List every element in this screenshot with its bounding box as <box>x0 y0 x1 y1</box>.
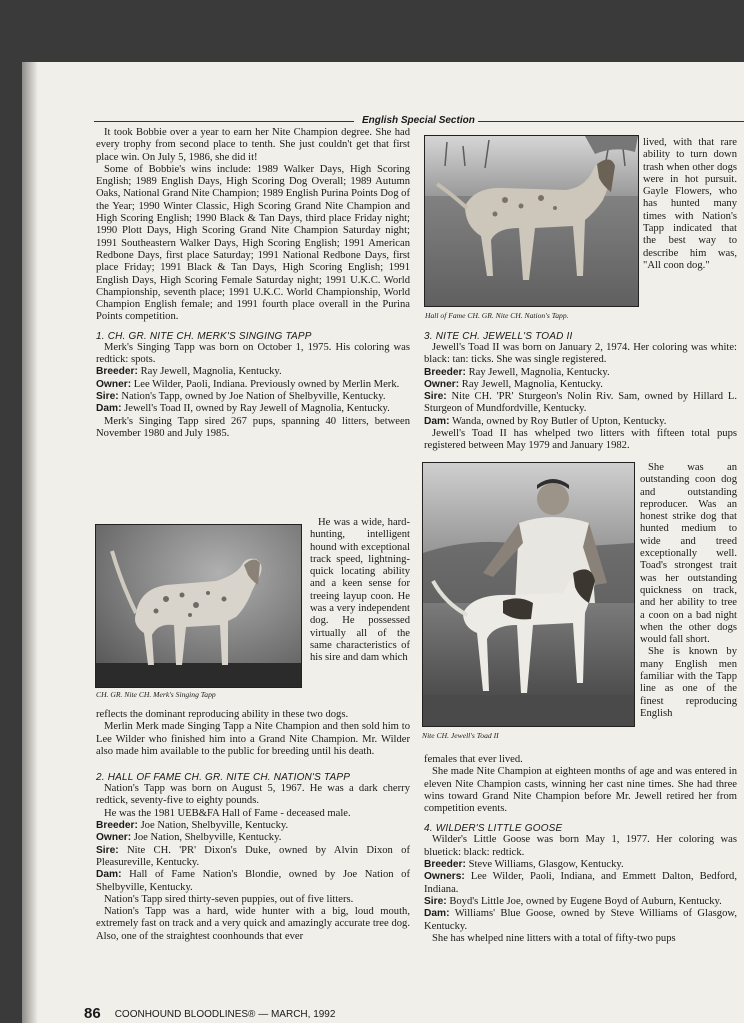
dog1-sire: Sire: Nation's Tapp, owned by Joe Nation of Shelbyville, Kentucky. <box>96 390 386 402</box>
dog4-heading: 4. WILDER'S LITTLE GOOSE <box>424 823 563 835</box>
dog2-breeder: Breeder: Joe Nation, Shelbyville, Kentucky. <box>96 820 289 832</box>
dog2-hall-of-fame: He was the 1981 UEB&FA Hall of Fame - deceased male. <box>104 807 351 819</box>
dog4-sire: Sire: Boyd's Little Joe, owned by Eugene Boyd of Auburn, Kentucky. <box>424 895 722 907</box>
dog2-heading: 2. HALL OF FAME CH. GR. NITE CH. NATION'S TAPP <box>96 772 351 784</box>
dog2-owner: Owner: Joe Nation, Shelbyville, Kentucky. <box>96 832 282 844</box>
dog3-dam: Dam: Wanda, owned by Roy Butler of Upton, Kentucky. <box>424 415 667 427</box>
header-rule-right <box>478 121 744 122</box>
dog4-birth: Wilder's Little Goose was born May 1, 1977. Her coloring was bluetick: black: redtick. <box>424 834 737 858</box>
dog1-breeder: Breeder: Ray Jewell, Magnolia, Kentucky. <box>96 366 282 378</box>
dog4-breeder: Breeder: Steve Williams, Glasgow, Kentucky. <box>424 859 624 871</box>
dog2-side-text: lived, with that rare ability to turn down trash when other dogs were in hot pursuit. Gayle Flowers, who has hunted many times with Nation's Tapp indicated that the best way to describe him was, "All coon dog." <box>643 137 737 271</box>
dog3-sire: Sire: Nite CH. 'PR' Sturgeon's Nolin Riv. Sam, owned by Hillard L. Sturgeon of Mundfordville, Kentucky. <box>424 391 737 415</box>
dog1-side-text: He was a wide, hard-hunting, intelligent hound with exceptional track speed, lightning-quick locating ability and a keen sense for treeing layup coon. He was a very independent dog. He possessed virtually all of the same characteristics of his sire and dam which <box>310 517 410 664</box>
photo-jewells-toad-ii <box>422 462 635 727</box>
page-footer <box>84 1005 335 1022</box>
intro-paragraph-1: It took Bobbie over a year to earn her Nite Champion degree. She had every trophy from second place to tenth. She just couldn't get that first place win. On July 5, 1986, she did it! <box>96 127 410 163</box>
dog3-side-text: She was an outstanding coon dog and outstanding reproducer. Was an honest strike dog that hunted medium to wide and treed exceptionally well. Toad's strongest trait was her outstanding quickness on track, and her ability to tree a coon on a bad night when the other dogs would fall short. She is known by many English men familiar with the Tapp line as one of the finest reproducing English <box>640 462 737 719</box>
dog3-breeder: Breeder: Ray Jewell, Magnolia, Kentucky. <box>424 366 610 378</box>
dog1-continuation: reflects the dominant reproducing ability in these two dogs. <box>96 709 349 720</box>
left-column <box>96 127 410 440</box>
dog2-sire: Sire: Nite CH. 'PR' Dixon's Duke, owned by Alvin Dixon of Pleasureville, Kentucky. <box>96 844 410 868</box>
dog1-heading: 1. CH. GR. NITE CH. MERK'S SINGING TAPP <box>96 330 312 342</box>
dog1-owner: Owner: Lee Wilder, Paoli, Indiana. Previously owned by Merlin Merk. <box>96 378 400 390</box>
dam-label: Dam: <box>96 403 122 415</box>
caption-jewells-toad-ii: Nite CH. Jewell's Toad II <box>422 731 499 740</box>
publication-line: COONHOUND BLOODLINES® — MARCH, 1992 <box>114 1009 336 1020</box>
section-title: English Special Section <box>362 115 475 126</box>
dog4-owner: Owners: Lee Wilder, Paoli, Indiana, and Emmett Dalton, Bedford, Indiana. <box>424 871 737 895</box>
breeder-label: Breeder: <box>96 366 138 378</box>
sire-label: Sire: <box>96 390 119 402</box>
dog1-birth: Merk's Singing Tapp was born on October 1, 1975. His coloring was redtick: spots. <box>96 341 410 366</box>
right-column-upper <box>424 324 737 453</box>
right-column-lower <box>424 754 737 945</box>
dog1-pups: Merk's Singing Tapp sired 267 pups, spanning 40 litters, between November 1980 and July 1985. <box>96 415 410 439</box>
dog1-dam: Dam: Jewell's Toad II, owned by Ray Jewell of Magnolia, Kentucky. <box>96 403 390 415</box>
dog3-continuation: females that ever lived. <box>424 754 523 765</box>
dog3-heading: 3. NITE CH. JEWELL'S TOAD II <box>424 331 573 342</box>
dog3-owner: Owner: Ray Jewell, Magnolia, Kentucky. <box>424 378 603 390</box>
header-rule-left <box>94 121 354 122</box>
dog2-pups: Nation's Tapp sired thirty-seven puppies, out of five litters. <box>104 893 354 905</box>
dog1-history: Merlin Merk made Singing Tapp a Nite Champion and then sold him to Lee Wilder who finished him into a Grand Nite Champion. Mr. Wilder also made him available to the public for breeding until his death. <box>96 721 410 757</box>
dog2-dam: Dam: Hall of Fame Nation's Blondie, owned by Joe Nation of Shelbyville, Kentucky. <box>96 869 410 893</box>
owner-label: Owner: <box>96 378 132 390</box>
dog3-birth: Jewell's Toad II was born on January 2, 1974. Her coloring was white: black: tan: ticks. She was single registered. <box>424 342 737 366</box>
dog4-dam: Dam: Williams' Blue Goose, owned by Steve Williams of Glasgow, Kentucky. <box>424 908 737 932</box>
dog2-description: Nation's Tapp was a hard, wide hunter with a big, loud mouth, extremely fast on track and a very quick and amazingly accurate tree dog. Also, one of the straightest coonhounds that ever <box>96 906 410 942</box>
photo-merks-singing-tapp <box>95 524 302 688</box>
dog3-championship: She made Nite Champion at eighteen months of age and was entered in eleven Nite Champion casts, winning her cast nine times. She had three wins toward Grand Nite Champion before Mr. Jewell retired her from competition events. <box>424 766 737 815</box>
caption-nations-tapp: Hall of Fame CH. GR. Nite CH. Nation's Tapp. <box>425 311 569 320</box>
left-column-continued <box>96 709 410 943</box>
dog4-litters: She has whelped nine litters with a total of fifty-two pups <box>432 932 676 944</box>
photo-nations-tapp <box>424 135 639 307</box>
dog2-birth: Nation's Tapp was born on August 5, 1967. He was a dark cherry redtick, seventy-five to eighty pounds. <box>96 783 410 807</box>
page-gutter-shadow <box>22 62 38 1023</box>
caption-merks-singing-tapp: CH. GR. Nite CH. Merk's Singing Tapp <box>96 690 216 699</box>
page-number: 86 <box>84 1005 101 1022</box>
intro-paragraph-2: Some of Bobbie's wins include: 1989 Walker Days, High Scoring English; 1989 English Days, High Scoring Dog Overall; 1989 Autumn Oaks, National Grand Nite Champion; 1989 English Purina Points Dog of the Year; 1990 Winter Classic, High Scoring Grand Nite Champion and High Scoring English; 1990 Black & Tan Days, third place Friday night; 1990 Plott Days, High Scoring Grand Nite Champion Saturday night; 1991 Southeastern Walker Days, High Scoring English; 1991 American Redbone Days, first place Saturday; 1991 National Redbone Days, first place Friday; 1991 Black & Tan Days, High Scoring English; 1991 English Days, High Scoring Female Saturday night; 1991 U.K.C. World Championship, seventh place; 1991 U.K.C. World Championship, World Champion English female; and 1991 fourth place overall in the Purina Points competition. <box>96 163 410 323</box>
dog3-litters: Jewell's Toad II has whelped two litters with fifteen total pups registered between May 1979 and January 1982. <box>424 428 737 452</box>
